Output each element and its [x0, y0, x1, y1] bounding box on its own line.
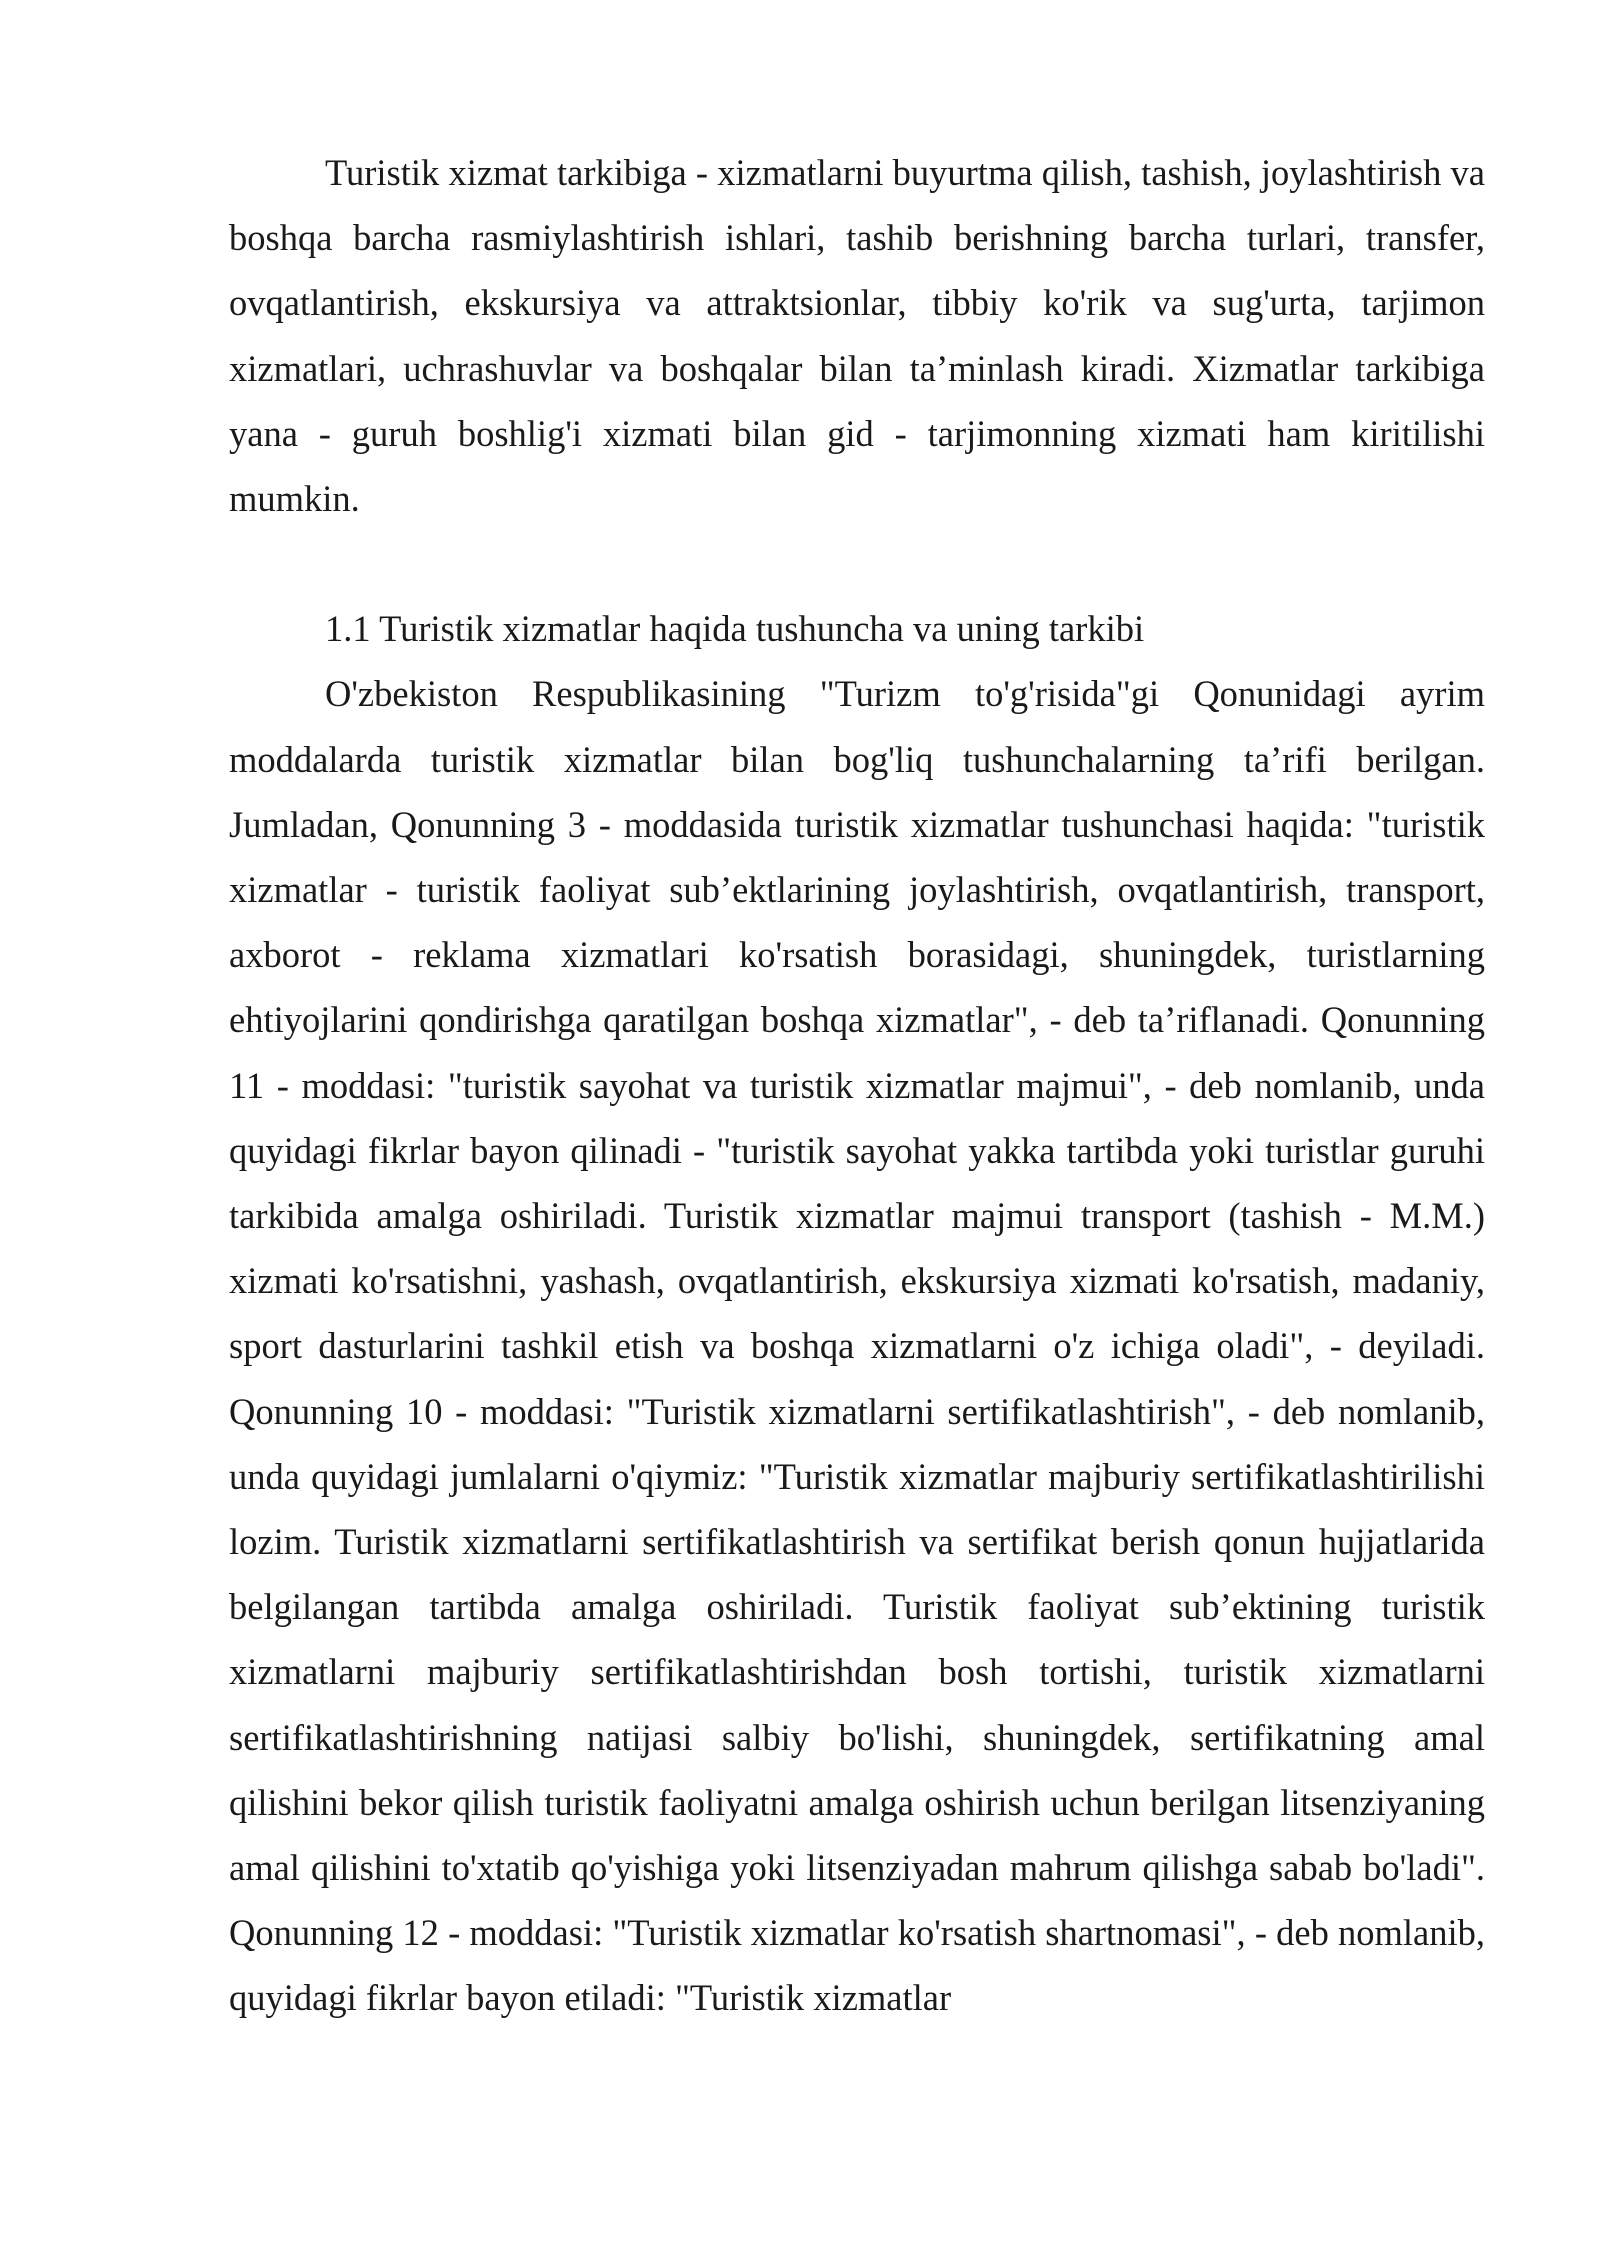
paragraph-spacer: [229, 531, 1485, 596]
paragraph-body: O'zbekiston Respublikasining "Turizm to'g'risida"gi Qonunidagi ayrim moddalarda turistik xizmatlar bilan bog'liq tushunchalarning ta’rifi berilgan. Jumladan, Qonunning 3 - moddasida turistik xizmatlar tushunchasi haqida: "turistik xizmatlar - turistik faoliyat sub’ektlarining joylashtirish, ovqatlantirish, transport, axborot - reklama xizmatlari ko'rsatish borasidagi, shuningdek, turistlarning ehtiyojlarini qondirishga qaratilgan boshqa xizmatlar", - deb ta’riflanadi. Qonunning 11 - moddasi: "turistik sayohat va turistik xizmatlar majmui", - deb nomlanib, unda quyidagi fikrlar bayon qilinadi - "turistik sayohat yakka tartibda yoki turistlar guruhi tarkibida amalga oshiriladi. Turistik xizmatlar majmui transport (tashish - M.M.) xizmati ko'rsatishni, yashash, ovqatlantirish, ekskursiya xizmati ko'rsatish, madaniy, sport dasturlarini tashkil etish va boshqa xizmatlarni o'z ichiga oladi", - deyiladi. Qonunning 10 - moddasi: "Turistik xizmatlarni sertifikatlashtirish", - deb nomlanib, unda quyidagi jumlalarni o'qiymiz: "Turistik xizmatlar majburiy sertifikatlashtirilishi lozim. Turistik xizmatlarni sertifikatlashtirish va sertifikat berish qonun hujjatlarida belgilangan tartibda amalga oshiriladi. Turistik faoliyat sub’ektining turistik xizmatlarni majburiy sertifikatlashtirishdan bosh tortishi, turistik xizmatlarni sertifikatlashtirishning natijasi salbiy bo'lishi, shuningdek, sertifikatning amal qilishini bekor qilish turistik faoliyatni amalga oshirish uchun berilgan litsenziyaning amal qilishini to'xtatib qo'yishiga yoki litsenziyadan mahrum qilishga sabab bo'ladi". Qonunning 12 - moddasi: "Turistik xizmatlar ko'rsatish shartnomasi", - deb nomlanib, quyidagi fikrlar bayon etiladi: "Turistik xizmatlar: [229, 673, 1485, 2019]
document-page: [229, 140, 1485, 2031]
paragraph-intro: Turistik xizmat tarkibiga - xizmatlarni buyurtma qilish, tashish, joylashtirish va boshqa barcha rasmiylashtirish ishlari, tashib berishning barcha turlari, transfer, ovqatlantirish, ekskursiya va attraktsionlar, tibbiy ko'rik va sug'urta, tarjimon xizmatlari, uchrashuvlar va boshqalar bilan ta’minlash kiradi. Xizmatlar tarkibiga yana - guruh boshlig'i xizmati bilan gid - tarjimonning xizmati ham kiritilishi mumkin.: [229, 152, 1485, 520]
section-heading: 1.1 Turistik xizmatlar haqida tushuncha va uning tarkibi: [325, 608, 1145, 650]
